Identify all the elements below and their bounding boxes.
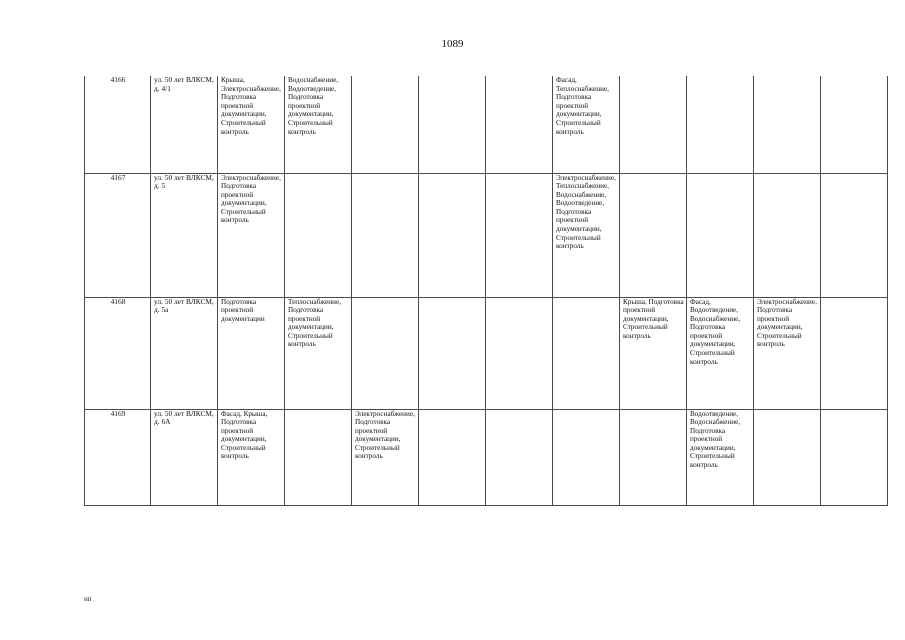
row-number: 4168 bbox=[85, 297, 151, 409]
work-cell: Водоотведение, Водоснабжение, Подготовка проектной документации, Строительный контроль bbox=[687, 409, 754, 505]
work-cell bbox=[620, 173, 687, 297]
work-cell bbox=[821, 409, 888, 505]
work-cell bbox=[553, 297, 620, 409]
work-cell: Фасад, Крыша, Подготовка проектной документации, Строительный контроль bbox=[218, 409, 285, 505]
page-number: 1089 bbox=[441, 38, 464, 50]
work-cell bbox=[754, 173, 821, 297]
work-cell: Электроснабжение, Подготовка проектной документации, Строительный контроль bbox=[754, 297, 821, 409]
work-cell bbox=[486, 173, 553, 297]
work-cell: Водоснабжение, Водоотведение, Подготовка проектной документации, Строительный контроль bbox=[285, 76, 352, 173]
work-cell: Подготовка проектной документации bbox=[218, 297, 285, 409]
table-row bbox=[85, 409, 888, 505]
work-cell: Электроснабжение, Подготовка проектной документации, Строительный контроль bbox=[218, 173, 285, 297]
work-cell bbox=[419, 76, 486, 173]
work-cell: Электроснабжение, Подготовка проектной документации, Строительный контроль bbox=[352, 409, 419, 505]
work-cell bbox=[821, 173, 888, 297]
footer-mark: нп bbox=[84, 595, 92, 603]
table-row bbox=[85, 173, 888, 297]
work-cell bbox=[821, 76, 888, 173]
work-cell: Крыша, Электроснабжение, Подготовка проектной документации, Строительный контроль bbox=[218, 76, 285, 173]
work-cell bbox=[486, 409, 553, 505]
work-cell bbox=[419, 409, 486, 505]
work-cell: Электроснабжение, Теплоснабжение, Водоснабжение, Водоотведение, Подготовка проектной документации, Строительный контроль bbox=[553, 173, 620, 297]
work-cell bbox=[553, 409, 620, 505]
work-cell: Фасад, Теплоснабжение, Подготовка проектной документации, Строительный контроль bbox=[553, 76, 620, 173]
work-cell: Крыша, Подготовка проектной документации, Строительный контроль bbox=[620, 297, 687, 409]
work-schedule-table bbox=[84, 76, 888, 506]
address-cell: ул. 50 лет ВЛКСМ, д. 6А bbox=[151, 409, 218, 505]
address-cell: ул. 50 лет ВЛКСМ, д. 5а bbox=[151, 297, 218, 409]
work-cell bbox=[352, 76, 419, 173]
work-cell bbox=[285, 173, 352, 297]
work-cell bbox=[352, 297, 419, 409]
work-cell bbox=[620, 409, 687, 505]
work-cell bbox=[620, 76, 687, 173]
work-cell: Фасад, Водоотведение, Водоснабжение, Подготовка проектной документации, Строительный контроль bbox=[687, 297, 754, 409]
work-cell bbox=[754, 76, 821, 173]
work-cell bbox=[486, 76, 553, 173]
work-cell bbox=[687, 76, 754, 173]
work-cell: Теплоснабжение, Подготовка проектной документации, Строительный контроль bbox=[285, 297, 352, 409]
work-cell bbox=[486, 297, 553, 409]
row-number: 4166 bbox=[85, 76, 151, 173]
work-cell bbox=[419, 173, 486, 297]
table-row bbox=[85, 76, 888, 173]
work-cell bbox=[821, 297, 888, 409]
table-row bbox=[85, 297, 888, 409]
row-number: 4167 bbox=[85, 173, 151, 297]
work-cell bbox=[687, 173, 754, 297]
work-cell bbox=[419, 297, 486, 409]
work-cell bbox=[352, 173, 419, 297]
work-cell bbox=[285, 409, 352, 505]
row-number: 4169 bbox=[85, 409, 151, 505]
address-cell: ул. 50 лет ВЛКСМ, д. 5 bbox=[151, 173, 218, 297]
work-cell bbox=[754, 409, 821, 505]
address-cell: ул. 50 лет ВЛКСМ, д. 4/1 bbox=[151, 76, 218, 173]
